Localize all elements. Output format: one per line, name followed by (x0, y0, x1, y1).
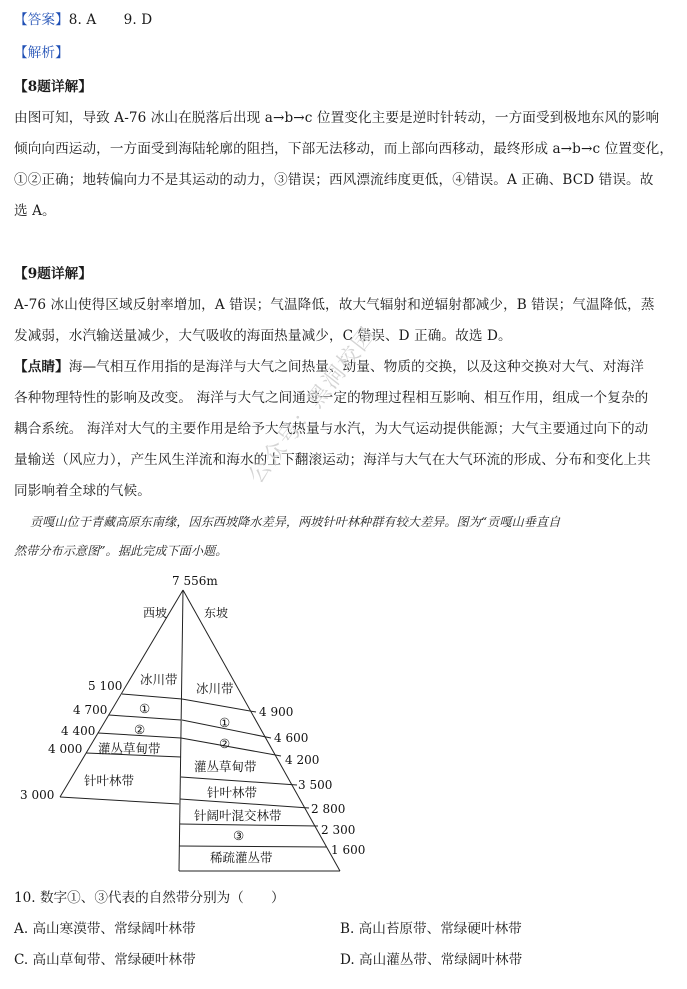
east-slope-edge (183, 590, 340, 871)
east-elevation-1600: 1 600 (331, 843, 366, 857)
option-a[interactable]: A. 高山寒漠带、常绿阔叶林带 (14, 921, 196, 937)
east-elevation-3500: 3 500 (298, 778, 333, 792)
west-elevation-4700: 4 700 (73, 703, 108, 717)
west-zone-glacier: 冰川带 (140, 672, 178, 687)
east-boundary-2800 (180, 799, 309, 808)
east-elevation-4200: 4 200 (285, 753, 320, 767)
point-line-2: 各种物理特性的影响及改变。 海洋与大气之间通过一定的物理过程相互影响、相互作用，组成一个复杂的 (14, 390, 649, 406)
option-b[interactable]: B. 高山苔原带、常绿硬叶林带 (340, 921, 522, 937)
east-elevation-4900: 4 900 (259, 705, 294, 719)
east-elevation-2300: 2 300 (321, 823, 356, 837)
q8-line-1: 由图可知，导致 A-76 冰山在脱落后出现 a→b→c 位置变化主要是逆时针转动，一方面受到极地东风的影响 (14, 110, 660, 126)
intro-line-1: 贡嘎山位于青藏高原东南缘，因东西坡降水差异，两坡针叶林种群有较大差异。图为“贡嘎山垂直自 (30, 515, 561, 529)
point-line-3: 耦合系统。 海洋对大气的主要作用是给予大气热量与水汽，为大气运动提供能源；大气主要通过向下的动 (14, 421, 649, 437)
option-c[interactable]: C. 高山草甸带、常绿硬叶林带 (14, 952, 196, 968)
point-first-line: 海—气相互作用指的是海洋与大气之间热量、动量、物质的交换，以及这种交换对大气、对海洋 (68, 359, 644, 375)
east-zone-glacier: 冰川带 (196, 681, 234, 696)
east-slope-label: 东坡 (204, 606, 229, 620)
east-elevation-2800: 2 800 (311, 802, 346, 816)
east-zone-mixed-forest: 针阔叶混交林带 (194, 808, 282, 823)
q8-heading: 【8题详解】 (14, 79, 93, 95)
q9-line-1: A-76 冰山使得区域反射率增加，A 错误；气温降低，故大气辐射和逆辐射都减少，B 错误；气温降低，蒸 (14, 297, 655, 313)
east-boundary-4200 (181, 738, 281, 756)
watermark: 公众号：黑洞校园 (243, 321, 382, 489)
west-slope-edge (60, 590, 183, 797)
q8-line-2: 倾向向西运动，一方面受到海陆轮廓的阻挡，下部无法移动，而上部向西移动，最终形成 a→b→c 位置变化， (14, 141, 674, 157)
vertical-zone-diagram (0, 570, 687, 880)
east-boundary-3500 (181, 777, 297, 785)
point-line-5: 同影响着全球的气候。 (14, 483, 151, 499)
q8-line-4: 选 A。 (14, 203, 56, 219)
east-zone-sparse-shrub: 稀疏灌丛带 (210, 850, 273, 865)
west-zone-2: ② (134, 722, 146, 737)
analysis-label: 【解析】 (14, 45, 69, 61)
point-line-4: 量输送（风应力），产生风生洋流和海水的上下翻滚运动；海洋与大气在大气环流的形成、分布和变化上共 (14, 452, 651, 468)
west-slope-label: 西坡 (143, 606, 168, 620)
east-zone-coniferous: 针叶林带 (207, 785, 258, 800)
question-10-stem: 10. 数字①、③代表的自然带分别为（ ） (14, 890, 285, 906)
east-boundary-1600 (179, 846, 327, 847)
east-zone-1: ① (219, 715, 231, 730)
q8-line-3: ①②正确；地转偏向力不是其运动的动力，③错误；西风漂流纬度更低，④错误。A 正确、BCD 错误。故 (14, 172, 654, 188)
west-zone-1: ① (139, 701, 151, 716)
west-elevation-5100: 5 100 (88, 679, 123, 693)
answer-line (14, 8, 152, 28)
answer-label: 【答案】 (14, 12, 69, 28)
east-zone-2: ② (219, 736, 231, 751)
point-label: 【点睛】 (14, 359, 69, 375)
peak-label: 7 556m (172, 574, 218, 588)
east-elevation-4600: 4 600 (274, 731, 309, 745)
q9-heading: 【9题详解】 (14, 266, 93, 282)
west-elevation-3000: 3 000 (20, 788, 55, 802)
option-d[interactable]: D. 高山灌丛带、常绿阔叶林带 (340, 952, 523, 968)
ridge-divider (179, 590, 183, 871)
intro-line-2: 然带分布示意图”。据此完成下面小题。 (14, 544, 228, 558)
east-boundary-2300 (180, 824, 318, 826)
q9-line-2: 发减弱，水汽输送量减少，大气吸收的海面热量减少，C 错误、D 正确。故选 D。 (14, 328, 512, 344)
west-zone-coniferous: 针叶林带 (84, 773, 135, 788)
east-zone-3: ③ (233, 828, 245, 843)
west-elevation-4000: 4 000 (48, 742, 83, 756)
east-zone-shrub-meadow: 灌丛草甸带 (194, 759, 257, 774)
west-zone-shrub-meadow: 灌丛草甸带 (98, 741, 161, 756)
west-boundary-5100 (122, 694, 182, 699)
west-base-line (60, 797, 179, 804)
west-elevation-4400: 4 400 (61, 724, 96, 738)
answer-value: 8. A 9. D (68, 12, 153, 28)
